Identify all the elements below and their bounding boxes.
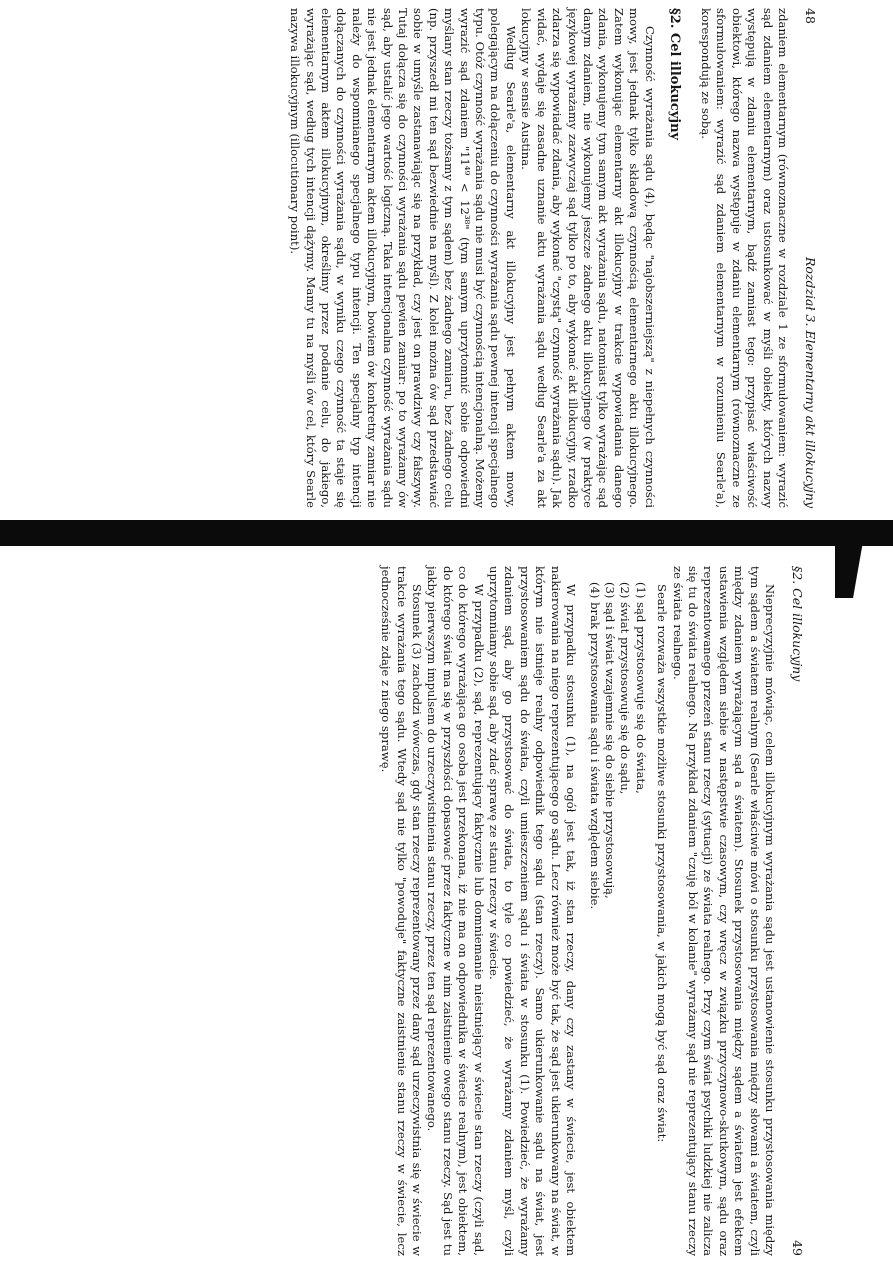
list-item: (1) sąd przystosowuje się do świata, [633,582,648,794]
paragraph: Nieprecyzyjnie mówiąc, celem illokucyjnym wyrażania sądu jest ustanowienie stosunku przystosowania między tym sądem a światem realnym (Searle właściwie mówi o stosunku przystosowania między słowami a światem, czyli między zdaniem wyrażającym sąd a światem). Stosunek przystosowania między sądem a światem jest efektem ustawienia względem siebie w następstwie czasowym, czy wręcz w związku przyczynowo-skutkowym, sądu oraz reprezentowanego przezeń stanu rzeczy (sytuacji) ze świata realnego. Przy czym świat psychiki ludzkiej nie zalicza się tu do świata realnego. Na przykład zdaniem "czuję ból w kolanie" wyrażamy sąd nie reprezentujący stanu rzeczy ze świata realnego. [670,566,777,1256]
page-48 [18,8,818,508]
paragraph: Stosunek (3) zachodzi wówczas, gdy stan rzeczy reprezentowany przez dany sąd urzeczywistnia się w świecie w trakcie wyrażania tego sądu. Wtedy sąd nie tylko "powoduje" faktyczne zaistnienie stanu rzeczy w świecie, lecz jednocześnie zdaje z niego sprawę. [379,566,425,1256]
running-head: Rozdział 3. Elementarny akt illokucyjny [803,256,818,508]
opening-paragraph: zdaniem elementarnym (równoznaczne w rozdziale 1 ze sformułowaniem: wyrazić sąd zdaniem elementarnym) oraz ustosunkować w myśli obiekty, których nazwy występują w zdaniu elementarnym, bądź zamiast tego: przypisać właściwość obiektowi, którego nazwa występuje w zdaniu elementarnym (równoznaczne ze sformułowaniem: wyrazić sąd zdaniem elementarnym w rozumieniu Searle'a), korespondują ze sobą. [698,8,790,508]
page-gutter-edge [835,546,893,598]
page-number: 49 [790,1240,805,1256]
section-heading: §2. Cel illokucyjny [666,8,682,141]
page-49 [45,566,805,1256]
list-item: (3) sąd i świat wzajemnie się do siebie przystosowują, [602,582,617,899]
list-item: (4) brak przystosowania sądu i świata względem siebie. [587,582,602,910]
page-number: 48 [803,8,818,24]
running-head: §2. Cel illokucyjny [790,566,805,682]
page-header [798,8,818,508]
paragraph: Searle rozważa wszystkie możliwe stosunki przystosowania, w jakich mogą być sąd oraz świat: [655,584,670,1143]
cases-list [586,582,648,1256]
list-item: (2) świat przystosowuje się do sądu, [618,582,633,795]
paragraph: Według Searle'a, elementarny akt illokucyjny jest pełnym aktem mowy, polegającym na dołączeniu do czynności wyrażania sądu pewnej intencji specjalnego typu. Otóż czynność wyrażania sądu nie musi być czynnością intencjonalną. Możemy wyrazić sąd zdaniem "11⁴⁹ < 12³⁸" (tym samym uprzytomnić sobie odpowiedni myślany stan rzeczy tożsamy z tym sądem) bez żadnego zamiaru, bez żadnego celu (np. przyszedł mi ten sąd bezwiednie na myśl). Z kolei można ów sąd przedstawiać sobie w umyśle zastanawiając się na przykład, czy jest on prawdziwy czy fałszywy. Tutaj dołącza się do czynności wyrażania sądu pewien zamiar: po to wyrażamy ów sąd, aby ustalić jego wartość logiczną. Taka intencjonalna czynność wyrażania sądu nie jest jednak elementarnym aktem illokucyjnym, bowiem ów konkretny zamiar nie należy do wspomnianego specjalnego typu intencji. Ten specjalny typ intencji dołączanych do czynności wyrażania sądu, w wyniku czego czynność ta staje się elementarnym aktem illokucyjnym, określimy przez podanie celu, do jakiego, wyrażając sąd, według tych intencji dążymy. Mamy tu na myśli ów cel, który Searle nazywa illokucyjnym (illocutionary point). [288,8,518,508]
page-gutter-shadow [0,520,893,546]
paragraph: Czynność wyrażania sądu (4), będąc "najobszerniejszą" z niepełnych czynności mowy, jest jednak tylko składową czynnością elementarnego aktu illokucyjnego. Zatem wykonując elementarny akt illokucyjny w trakcie wypowiadania danego zdania, wykonujemy tym samym akt wyrażania sądu, natomiast tylko wyrażając sąd danym zdaniem, nie wykonujemy jeszcze żadnego aktu illokucyjnego (w praktyce językowej wyrażamy zazwyczaj sąd tylko po to, aby wykonać akt illokucyjny, rzadko zdarza się wypowiadać zdania, aby wykonać "czystą" czynność wyrażania sądu). Jak widać, wydaje się zasadne uznanie aktu wyrażania sądu według Searle'a za akt lokucyjny w sensie Austina. [519,8,657,508]
paragraph: W przypadku stosunku (1), na ogół jest tak, iż stan rzeczy, dany czy zastany w świecie, jest obiektem nakierowania na niego reprezentującego go sądu. Lecz również może być tak, że sąd jest ukierunkowany na świat, w którym nie istnieje realny odpowiednik tego sądu (stan rzeczy). Samo ukierunkowanie sądu na świat, jest przystosowaniem sądu do świata, czyli umieszczeniem sądu i świata w stosunku (1). Powiedzieć, że wyrażamy zdaniem sąd, aby go przystosować do świata, to tyle co powiedzieć, że wyrażamy zdaniem myśl, czyli uprzytomniamy sobie sąd, aby zdać sprawę ze stanu rzeczy w świecie. [487,566,579,1256]
page-header [785,566,805,1256]
paragraph: W przypadku (2), sąd, reprezentujący faktycznie lub domniemanie nieistniejący w świecie stan rzeczy (czyli sąd, co do którego wyrażająca go osoba jest przekonana, iż nie ma on odpowiednika w świecie realnym), jest obiektem, do którego świat ma się w przyszłości dopasować przez faktyczne w nim zaistnienie owego stanu rzeczy. Sąd jest tu jakby pierwszym impulsem do urzeczywistnienia stanu rzeczy, przez ten sąd reprezentowanego. [425,566,486,1256]
